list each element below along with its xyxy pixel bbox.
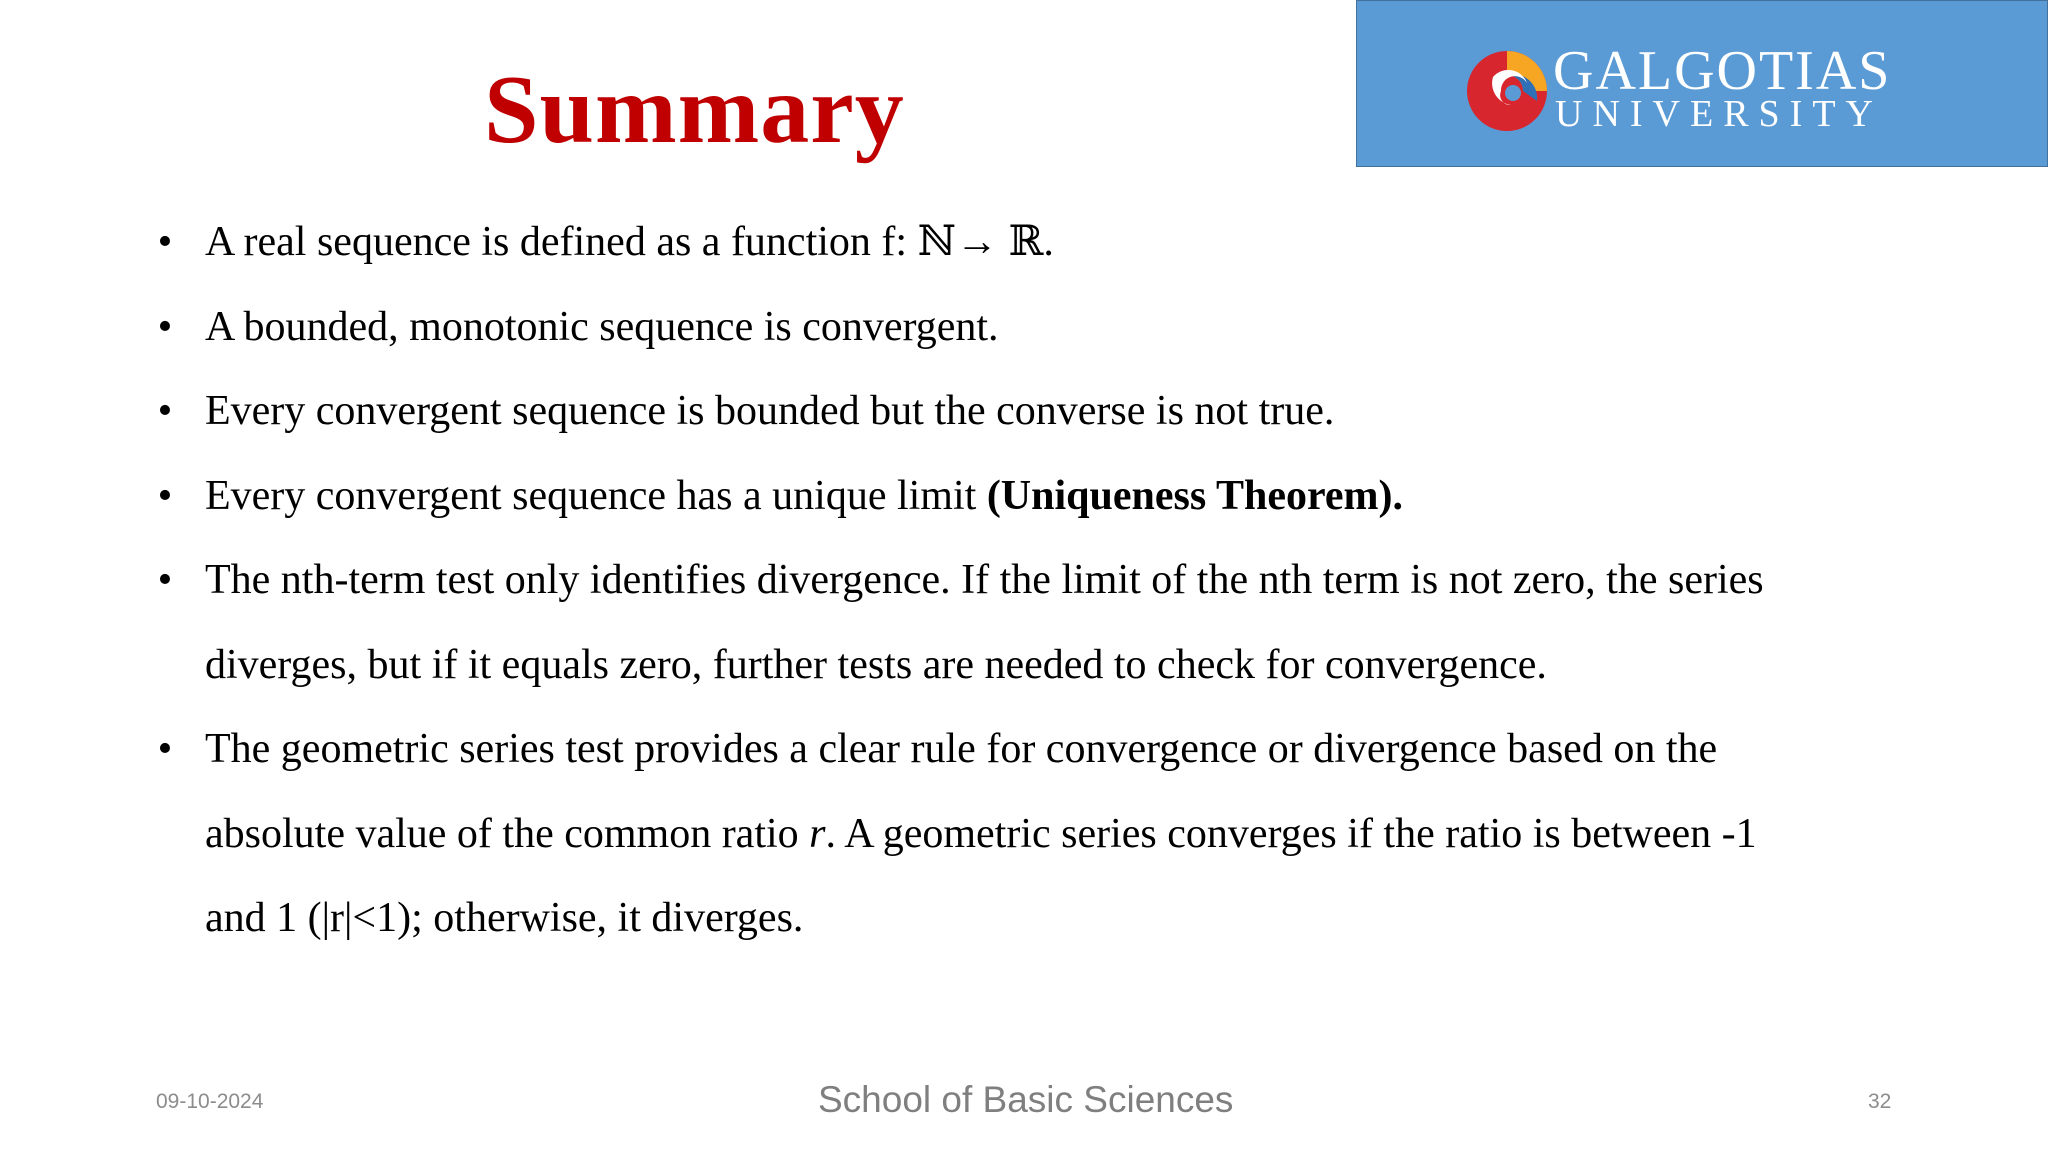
logo-name: GALGOTIAS [1553,40,1892,102]
bullet-item [150,369,1800,454]
bullet-text: Every convergent sequence has a unique limit [205,472,987,519]
bullet-text: A bounded, monotonic sequence is convergent. [205,303,999,350]
bullet-icon: • [157,557,173,603]
bullet-icon: • [157,219,173,265]
galgotias-swirl-logo-icon [1463,47,1551,135]
bullet-text: The geometric series test provides a clear rule for convergence or divergence based on the absolute value of the common ratio [205,726,1718,857]
bullet-text: A real sequence is defined as a function f: ℕ→ ℝ. [205,219,1054,265]
footer-school-name: School of Basic Sciences [818,1079,1234,1120]
bullet-item [150,285,1800,370]
bullet-italic-text: r [809,810,826,857]
bullet-icon: • [157,726,173,772]
logo-subtitle: UNIVERSITY [1555,93,1883,135]
bullet-item [150,538,1800,707]
bullet-icon: • [157,388,173,434]
bullet-item [150,707,1800,961]
bullet-icon: • [157,472,173,519]
bullet-text: Every convergent sequence is bounded but the converse is not true. [205,388,1335,434]
university-logo [1356,0,2048,167]
slide-number: 32 [1868,1090,1892,1113]
bullet-item [150,454,1800,539]
bullet-text-continued: . A geometric series converges if the ratio is between -1 and 1 (|r|<1); otherwise, it diverges. [205,810,1757,941]
bullet-bold-text: (Uniqueness Theorem). [986,472,1403,519]
bullet-icon: • [157,303,173,350]
summary-bullet-list [150,200,1800,961]
slide-title: Summary [484,56,905,164]
bullet-item [150,200,1800,285]
footer-date: 09-10-2024 [156,1090,264,1113]
bullet-text: The nth-term test only identifies divergence. If the limit of the nth term is not zero, the series diverges, but if it equals zero, further tests are needed to check for convergence. [205,557,1764,688]
